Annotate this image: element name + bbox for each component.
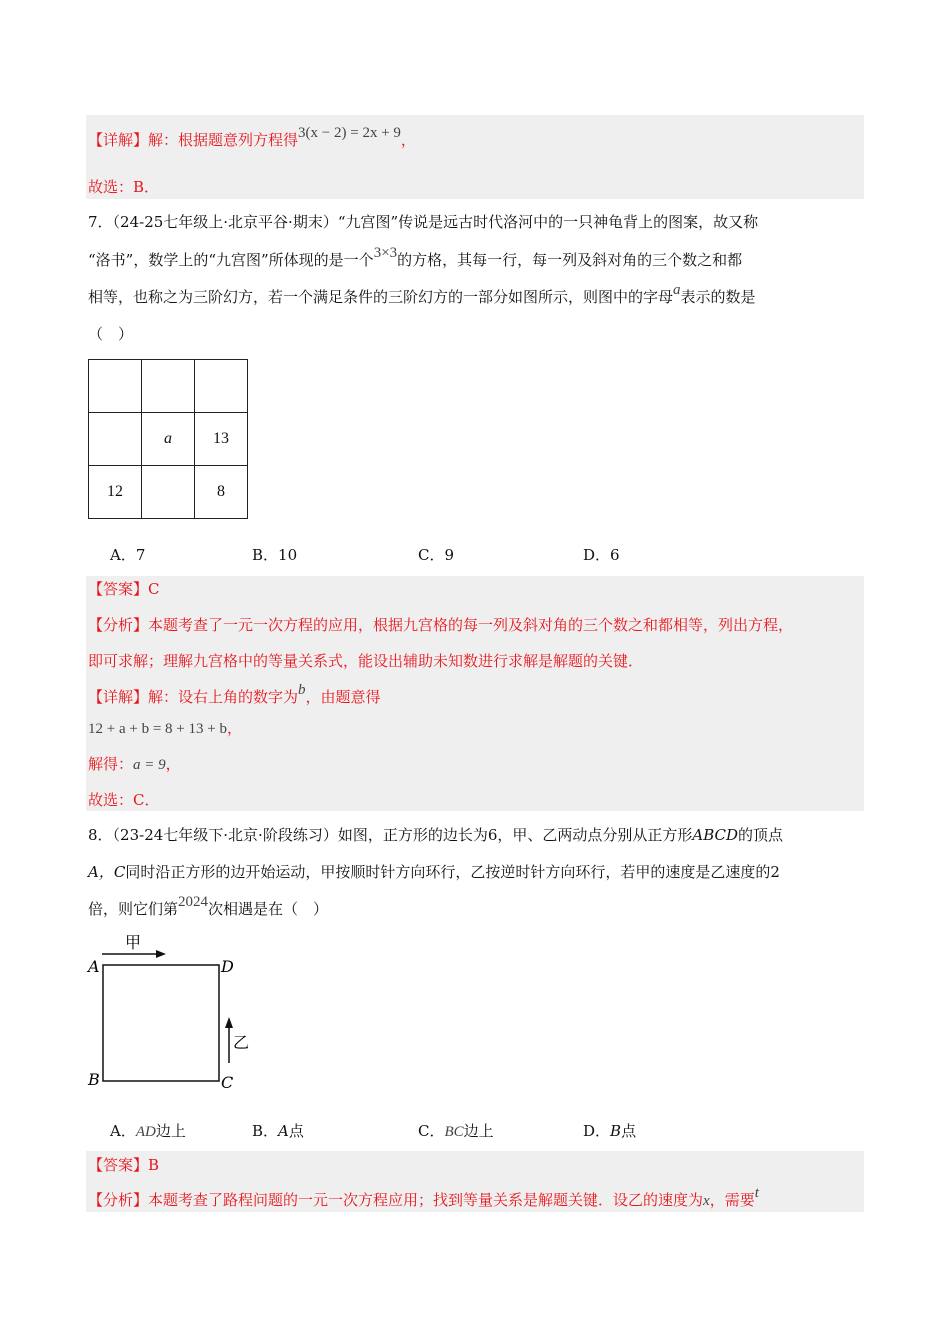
math: x — [703, 1193, 710, 1209]
detail-text: 解：根据题意列方程得 — [148, 131, 299, 149]
text: 的顶点 — [738, 826, 784, 844]
text: 点 — [621, 1122, 637, 1140]
text: 点 — [288, 1122, 304, 1140]
cell — [89, 360, 142, 413]
cell — [142, 360, 195, 413]
text: 表示的数是 — [680, 288, 756, 306]
math: B — [610, 1122, 622, 1140]
punct: ， — [400, 131, 416, 149]
text: ，由题意得 — [305, 688, 381, 706]
text: 解：设右上角的数字为 — [148, 688, 299, 706]
q8-line1 — [88, 825, 783, 845]
q8-option-d — [583, 1120, 636, 1141]
q7-option-a: A．7 — [110, 546, 146, 564]
prev-detail — [88, 125, 416, 151]
q7-equation — [88, 718, 242, 739]
key: C． — [418, 1122, 445, 1140]
analysis-label: 【分析】 — [88, 616, 149, 634]
math: t — [754, 1185, 759, 1201]
equation: 12 + a + b = 8 + 13 + b — [88, 721, 227, 737]
equation: a = 9 — [133, 757, 166, 773]
math: A，C — [88, 863, 126, 881]
analysis-label: 【分析】 — [88, 1191, 149, 1209]
text: 同时沿正方形的边开始运动，甲按顺时针方向环行，乙按逆时针方向环行，若甲的速度是乙速度的2 — [125, 863, 780, 881]
square-figure — [80, 925, 280, 1100]
label: 解得： — [88, 755, 134, 773]
label-c: C — [221, 1073, 234, 1092]
text: “洛书”，数学上的“九宫图”所体现的是一个 — [88, 251, 374, 269]
magic-square-grid — [88, 359, 248, 519]
q8-analysis — [88, 1185, 759, 1211]
detail-label: 【详解】 — [88, 688, 149, 706]
label-d: D — [221, 957, 234, 976]
punct: ， — [165, 755, 181, 773]
math: a — [673, 282, 681, 298]
math: b — [298, 682, 306, 698]
punct: ， — [226, 719, 242, 737]
cell: 8 — [195, 466, 248, 519]
text: 边上 — [463, 1122, 494, 1140]
answer-value: C — [148, 580, 160, 598]
q8-line2 — [88, 862, 780, 882]
arrowhead — [225, 1017, 233, 1028]
square — [103, 965, 219, 1081]
q8-option-c — [418, 1120, 494, 1141]
cell: 12 — [89, 466, 142, 519]
q7-option-d: D．6 — [583, 546, 620, 564]
q7-answer — [88, 579, 160, 599]
math: 3×3 — [373, 245, 398, 261]
label-b: B — [88, 1070, 100, 1089]
arrowhead — [156, 950, 166, 958]
math: 2024 — [178, 894, 209, 910]
text: ，需要 — [709, 1191, 755, 1209]
key: B． — [252, 1122, 279, 1140]
math: ABCD — [692, 826, 739, 844]
q7-choose: 故选：C． — [88, 791, 160, 809]
text: 本题考查了一元一次方程的应用，根据九宫格的每一列及斜对角的三个数之和都相等，列出方程， — [148, 616, 794, 634]
detail-label: 【详解】 — [88, 131, 149, 149]
q7-analysis-1 — [88, 615, 793, 635]
q7-line4: （ ） — [88, 325, 134, 343]
q7-solve — [88, 754, 181, 775]
cell: a — [142, 413, 195, 466]
label-a: A — [88, 957, 100, 976]
math: AD — [135, 1124, 156, 1140]
math: A — [278, 1122, 289, 1140]
q7-line1: 7．（24-25七年级上·北京平谷·期末）“九宫图”传说是远古时代洛河中的一只神龟背上的图案，故又称 — [88, 213, 759, 231]
q8-line3 — [88, 894, 329, 920]
label-yi: 乙 — [233, 1033, 250, 1052]
q8-answer — [88, 1155, 159, 1175]
cell — [195, 360, 248, 413]
text: 8．（23-24七年级下·北京·阶段练习）如图，正方形的边长为6，甲、乙两动点分别从正方形 — [88, 826, 693, 844]
q7-analysis-2: 即可求解；理解九宫格中的等量关系式，能设出辅助未知数进行求解是解题的关键． — [88, 652, 644, 670]
text: 相等，也称之为三阶幻方，若一个满足条件的三阶幻方的一部分如图所示，则图中的字母 — [88, 288, 674, 306]
answer-label: 【答案】 — [88, 580, 149, 598]
math: BC — [444, 1124, 464, 1140]
prev-choose: 故选：B． — [88, 178, 160, 196]
answer-value: B — [148, 1156, 160, 1174]
cell — [89, 413, 142, 466]
q7-option-b: B．10 — [252, 546, 298, 564]
q7-detail — [88, 682, 381, 708]
text: 倍，则它们第 — [88, 900, 179, 918]
text: 边上 — [155, 1122, 186, 1140]
key: A． — [110, 1122, 136, 1140]
solution-block-prev — [86, 115, 864, 199]
cell: 13 — [195, 413, 248, 466]
answer-label: 【答案】 — [88, 1156, 149, 1174]
label-jia: 甲 — [125, 933, 142, 952]
text: 本题考查了路程问题的一元一次方程应用；找到等量关系是解题关键．设乙的速度为 — [148, 1191, 704, 1209]
text: 的方格，其每一行，每一列及斜对角的三个数之和都 — [397, 251, 743, 269]
cell — [142, 466, 195, 519]
q8-option-a — [110, 1120, 186, 1141]
equation: 3(x − 2) = 2x + 9 — [298, 125, 401, 141]
text: 次相遇是在（ ） — [208, 900, 329, 918]
q7-line2 — [88, 245, 743, 271]
q8-option-b — [252, 1120, 304, 1141]
q7-option-c: C．9 — [418, 546, 455, 564]
key: D． — [583, 1122, 611, 1140]
q7-line3 — [88, 282, 756, 308]
